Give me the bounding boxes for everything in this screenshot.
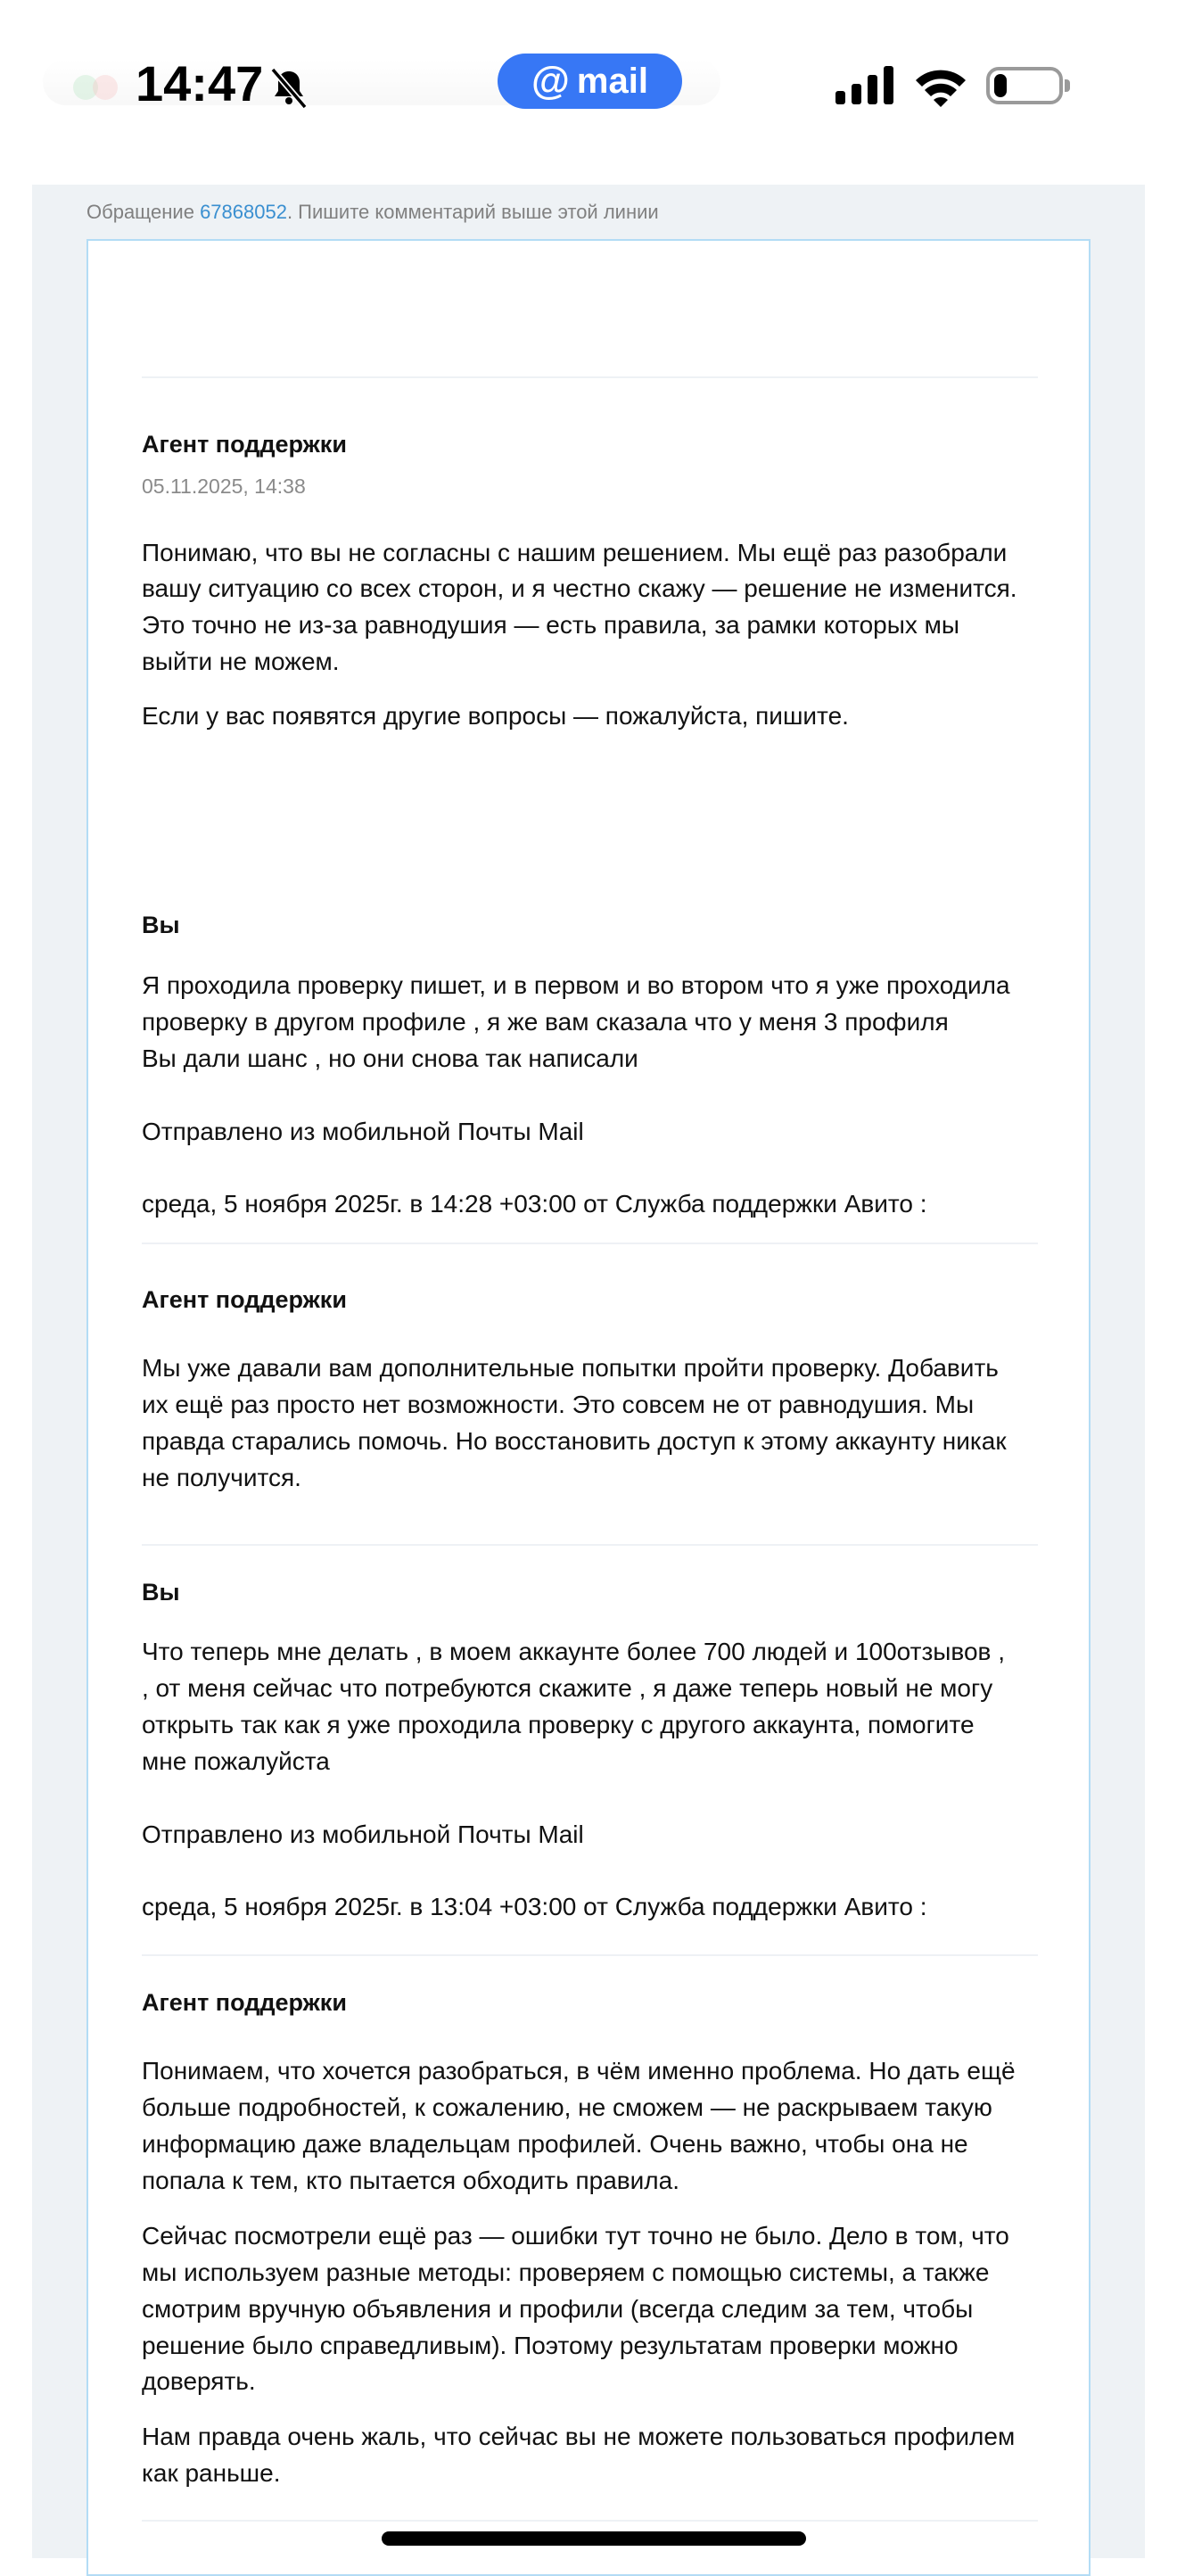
message-line: вашу ситуацию со всех сторон, и я честно скажу — решение не изменится. xyxy=(142,574,1017,602)
quote-header: среда, 5 ноября 2025г. в 13:04 +03:00 от Служба поддержки Авито : xyxy=(142,1893,927,1920)
ticket-reference xyxy=(86,200,659,225)
ticket-number-link[interactable]: 67868052 xyxy=(200,201,287,223)
divider xyxy=(142,1954,1038,1956)
message-line: больше подробностей, к сожалению, не сможем — не раскрываем такую xyxy=(142,2093,992,2121)
message-line: Я проходила проверку пишет, и в первом и во втором что я уже проходила xyxy=(142,971,1010,999)
message-line: Что теперь мне делать , в моем аккаунте более 700 людей и 100отзывов , xyxy=(142,1638,1005,1665)
divider xyxy=(142,376,1038,378)
quote-header: среда, 5 ноября 2025г. в 14:28 +03:00 от Служба поддержки Авито : xyxy=(142,1190,927,1218)
message-line: Это точно не из-за равнодушия — есть правила, за рамки которых мы xyxy=(142,611,960,639)
home-indicator[interactable] xyxy=(382,2531,806,2546)
divider xyxy=(142,2520,1038,2522)
message-line: , от меня сейчас что потребуются скажите , я даже теперь новый не могу xyxy=(142,1674,993,1702)
message-line: попала к тем, кто пытается обходить правила. xyxy=(142,2167,679,2194)
message-line: Понимаем, что хочется разобраться, в чём именно проблема. Но дать ещё xyxy=(142,2057,1016,2085)
battery-cap xyxy=(1065,79,1070,92)
at-icon: @ xyxy=(531,59,570,103)
divider xyxy=(142,1544,1038,1546)
ghost-dot-red xyxy=(93,75,118,100)
status-time: 14:47 xyxy=(136,55,264,111)
message-line: смотрим вручную объявления и профили (всегда следим за тем, чтобы xyxy=(142,2295,974,2323)
message-line: мы используем разные методы: проверяем с помощью системы, а также xyxy=(142,2258,990,2286)
message-line: доверять. xyxy=(142,2367,256,2395)
message-line: решение было справедливым). Поэтому результатам проверки можно xyxy=(142,2332,959,2359)
message-line: Если у вас появятся другие вопросы — пожалуйста, пишите. xyxy=(142,702,849,730)
message-line: Вы дали шанс , но они снова так написали xyxy=(142,1044,638,1072)
wifi-icon xyxy=(914,66,967,107)
divider xyxy=(142,1243,1038,1244)
message-line: их ещё раз просто нет возможности. Это совсем не от равнодушия. Мы xyxy=(142,1391,975,1418)
message-author: Агент поддержки xyxy=(142,1286,347,1313)
message-line: Сейчас посмотрели ещё раз — ошибки тут точно не было. Дело в том, что xyxy=(142,2222,1009,2250)
message-date: 05.11.2025, 14:38 xyxy=(142,475,306,498)
message-line: Понимаю, что вы не согласны с нашим решением. Мы ещё раз разобрали xyxy=(142,539,1008,566)
mail-badge-label: mail xyxy=(576,61,648,101)
message-line: правда старались помочь. Но восстановить доступ к этому аккаунту никак xyxy=(142,1427,1007,1455)
message-signature: Отправлено из мобильной Почты Mail xyxy=(142,1821,584,1848)
message-line: не получится. xyxy=(142,1464,301,1491)
message-line: мне пожалуйста xyxy=(142,1747,330,1775)
message-author: Агент поддержки xyxy=(142,431,347,458)
ticket-instruction: . Пишите комментарий выше этой линии xyxy=(286,201,659,223)
message-signature: Отправлено из мобильной Почты Mail xyxy=(142,1118,584,1145)
message-line: информацию даже владельцам профилей. Очень важно, чтобы она не xyxy=(142,2130,968,2158)
battery-icon xyxy=(986,67,1063,104)
battery-level-fill xyxy=(994,74,1007,97)
message-author: Агент поддержки xyxy=(142,1989,347,2016)
message-line: Мы уже давали вам дополнительные попытки пройти проверку. Добавить xyxy=(142,1354,999,1382)
message-line: как раньше. xyxy=(142,2459,281,2487)
message-line: проверку в другом профиле , я же вам сказала что у меня 3 профиля xyxy=(142,1008,949,1036)
signal-icon xyxy=(835,66,894,105)
bell-slash-icon xyxy=(268,66,310,109)
message-author: Вы xyxy=(142,912,180,938)
message-author: Вы xyxy=(142,1579,180,1606)
ticket-prefix: Обращение xyxy=(86,201,201,223)
message-line: открыть так как я уже проходила проверку с другого аккаунта, помогите xyxy=(142,1711,975,1738)
mail-app-badge[interactable] xyxy=(498,54,682,109)
message-line: выйти не можем. xyxy=(142,648,340,675)
message-line: Нам правда очень жаль, что сейчас вы не можете пользоваться профилем xyxy=(142,2423,1016,2450)
